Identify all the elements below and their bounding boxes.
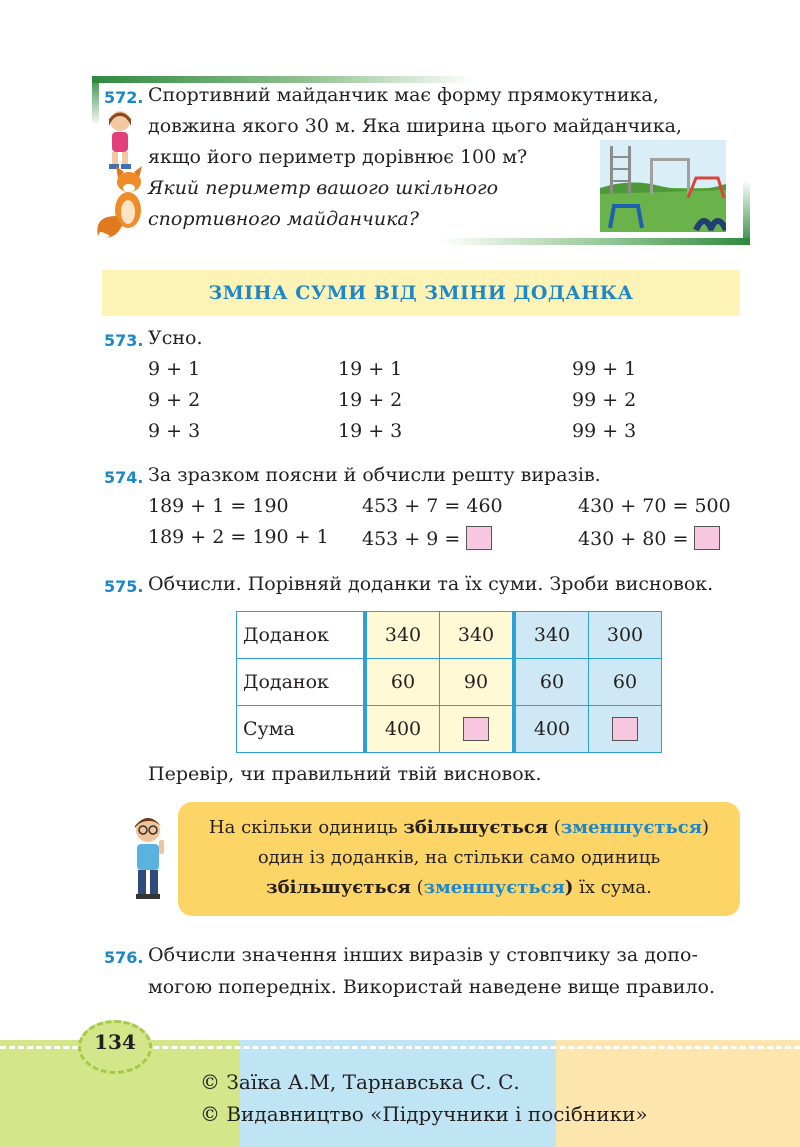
rule-text: ) bbox=[702, 817, 710, 838]
task-573-expr: 9 + 3 bbox=[148, 420, 201, 442]
table-cell: 300 bbox=[589, 612, 662, 659]
task-573-expr: 19 + 2 bbox=[338, 389, 403, 411]
task-573-expr: 99 + 2 bbox=[572, 389, 637, 411]
rule-text: їх сума. bbox=[573, 877, 652, 898]
task-574-example: 430 + 70 = 500 bbox=[578, 495, 731, 517]
task-574-example: 189 + 1 = 190 bbox=[148, 495, 289, 517]
section-heading: ЗМІНА СУМИ ВІД ЗМІНИ ДОДАНКА bbox=[208, 282, 634, 304]
task-573-instruction: Усно. bbox=[148, 327, 203, 349]
rule-emphasis: збільшується bbox=[266, 877, 411, 898]
rule-emphasis-blue: зменшується bbox=[560, 817, 703, 838]
rule-emphasis: збільшується bbox=[403, 817, 549, 838]
table-row bbox=[237, 706, 662, 753]
task-572-frame-top bbox=[92, 76, 476, 83]
copyright-publisher: © Видавництво «Підручники і посібники» bbox=[200, 1102, 648, 1126]
task-574-expr: 453 + 9 = bbox=[362, 528, 461, 550]
rule-line-1 bbox=[178, 817, 740, 838]
table-cell: 400 bbox=[514, 706, 589, 753]
boy-illustration-icon bbox=[126, 814, 170, 900]
task-575-number: 575. bbox=[104, 577, 144, 596]
table-cell: 400 bbox=[365, 706, 440, 753]
rule-text: На скільки одиниць bbox=[208, 817, 404, 838]
task-572-line-3: якщо його периметр дорівнює 100 м? bbox=[148, 146, 528, 168]
row-label: Доданок bbox=[237, 659, 366, 706]
table-cell: 340 bbox=[514, 612, 589, 659]
task-574-expr: 189 + 2 = 190 + 1 bbox=[148, 526, 329, 548]
task-576-line-2: могою попередніх. Використай наведене вище правило. bbox=[148, 976, 715, 998]
table-row bbox=[237, 612, 662, 659]
row-label: Сума bbox=[237, 706, 366, 753]
table-cell: 340 bbox=[440, 612, 515, 659]
task-574-number: 574. bbox=[104, 468, 144, 487]
fox-illustration-icon bbox=[94, 166, 150, 242]
table-cell: 60 bbox=[589, 659, 662, 706]
task-575-check: Перевір, чи правильний твій висновок. bbox=[148, 763, 542, 785]
task-572-frame-right bbox=[743, 180, 750, 245]
answer-box[interactable] bbox=[694, 526, 720, 550]
task-576-line-1: Обчисли значення інших виразів у стовпчику за допо- bbox=[148, 944, 698, 966]
task-573-expr: 99 + 1 bbox=[572, 358, 637, 380]
rule-text: ( bbox=[548, 817, 561, 838]
table-row bbox=[237, 659, 662, 706]
rule-line-3 bbox=[178, 877, 740, 898]
task-572-frame-bottom bbox=[440, 238, 750, 245]
task-574-expr-row bbox=[362, 526, 492, 550]
task-574-expr: 430 + 80 = bbox=[578, 528, 689, 550]
task-575-instruction: Обчисли. Порівняй доданки та їх суми. Зроби висновок. bbox=[148, 573, 714, 595]
answer-box[interactable] bbox=[612, 717, 638, 741]
table-cell: 90 bbox=[440, 659, 515, 706]
rule-text: ( bbox=[410, 877, 424, 898]
task-574-expr-row bbox=[578, 526, 720, 550]
table-cell-answer bbox=[589, 706, 662, 753]
table-cell: 60 bbox=[514, 659, 589, 706]
task-573-number: 573. bbox=[104, 331, 144, 350]
task-572-extra-line-2: спортивного майданчика? bbox=[148, 208, 419, 230]
task-573-expr: 9 + 2 bbox=[148, 389, 201, 411]
addends-table bbox=[236, 611, 662, 753]
table-cell: 340 bbox=[365, 612, 440, 659]
table-cell-answer bbox=[440, 706, 515, 753]
task-572-number: 572. bbox=[104, 88, 144, 107]
answer-box[interactable] bbox=[463, 717, 489, 741]
task-572-frame-left bbox=[92, 76, 99, 126]
page-number: 134 bbox=[94, 1030, 136, 1054]
task-573-expr: 19 + 3 bbox=[338, 420, 403, 442]
rule-text: ) bbox=[564, 877, 574, 898]
task-574-example: 453 + 7 = 460 bbox=[362, 495, 503, 517]
copyright-authors: © Заїка А.М, Тарнавська С. С. bbox=[200, 1070, 520, 1094]
playground-illustration-icon bbox=[600, 140, 726, 232]
footer-band-yellow bbox=[556, 1040, 800, 1147]
task-572-extra-line-1: Який периметр вашого шкільного bbox=[148, 177, 499, 199]
task-573-expr: 9 + 1 bbox=[148, 358, 201, 380]
rule-emphasis-blue: зменшується bbox=[423, 877, 565, 898]
task-576-number: 576. bbox=[104, 948, 144, 967]
girl-illustration-icon bbox=[100, 108, 142, 170]
rule-line-2: один із доданків, на стільки само одиниць bbox=[257, 847, 661, 868]
task-572-line-2: довжина якого 30 м. Яка ширина цього майданчика, bbox=[148, 115, 682, 137]
row-label: Доданок bbox=[237, 612, 366, 659]
table-cell: 60 bbox=[365, 659, 440, 706]
answer-box[interactable] bbox=[466, 526, 492, 550]
task-573-expr: 19 + 1 bbox=[338, 358, 403, 380]
task-574-instruction: За зразком поясни й обчисли решту виразів. bbox=[148, 464, 601, 486]
task-573-expr: 99 + 3 bbox=[572, 420, 637, 442]
task-572-line-1: Спортивний майданчик має форму прямокутника, bbox=[148, 84, 659, 106]
